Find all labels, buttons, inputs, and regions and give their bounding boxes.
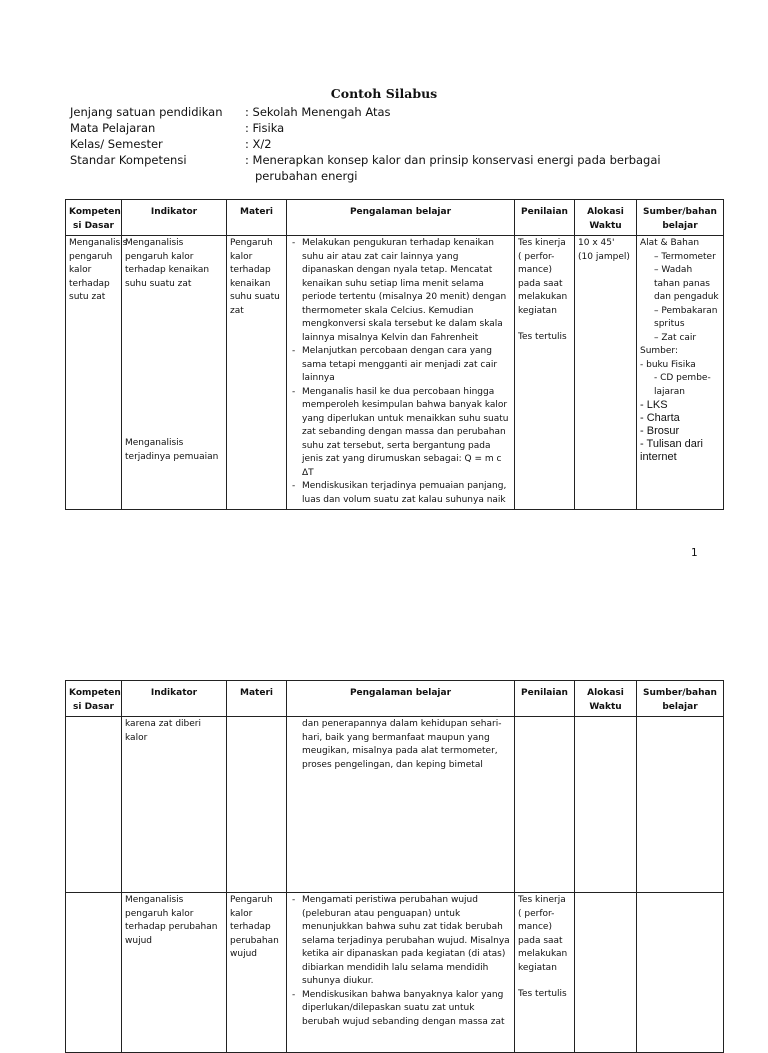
header-penilaian: Penilaian	[515, 200, 575, 236]
meta-value: : Menerapkan konsep kalor dan prinsip konservasi energi pada berbagai perubahan energi	[245, 153, 661, 183]
list-item: - CD pembe- lajaran	[654, 373, 711, 397]
document-title: Contoh Silabus	[330, 86, 438, 101]
meta-label: Standar Kompetensi	[70, 153, 187, 167]
item-text: Wadah tahan panas dan pengaduk	[654, 265, 719, 302]
item-text: CD pembe- lajaran	[654, 373, 711, 397]
penilaian-tertulis: Tes tertulis	[518, 332, 567, 342]
header-pengalaman: Pengalaman belajar	[287, 200, 515, 236]
cell-kd	[66, 893, 122, 1053]
header-kd: Kompeten si Dasar	[66, 681, 122, 717]
sumber-head: Alat & Bahan	[640, 238, 700, 248]
alokasi-jam: 10 x 45'	[578, 238, 615, 248]
header-alokasi: Alokasi Waktu	[575, 200, 637, 236]
list-item: – Zat cair	[654, 332, 697, 343]
table-row	[66, 236, 724, 510]
cell-pengalaman	[287, 236, 515, 510]
list-item: - Mengamati peristiwa perubahan wujud (peleburan atau penguapan) untuk menunjukkan bahwa suhu zat tidak berubah selama terjadinya perubahan wujud. Misalnya ketika air dipanaskan pada kegiatan (di atas) dibiarkan mendidih lalu selama mendidih suhunya diukur.	[290, 894, 511, 989]
cell-sumber	[637, 893, 724, 1053]
indikator-1: Menganalisis pengaruh kalor terhadap kenaikan suhu suatu zat	[125, 238, 210, 289]
table-row	[66, 893, 724, 1053]
cell-sumber	[637, 236, 724, 510]
list-item: – Termometer	[654, 251, 716, 262]
list-item: - Brosur	[640, 425, 680, 437]
indikator-2: Menganalisis terjadinya pemuaian	[125, 438, 219, 462]
cell-materi	[227, 717, 287, 893]
syllabus-table-page-2	[65, 680, 724, 1053]
item-text: Charta	[646, 412, 680, 424]
cell-alokasi	[575, 236, 637, 510]
item-text: Termometer	[661, 251, 716, 262]
alokasi-jampel: (10 jampel)	[578, 251, 630, 262]
list-item: - Charta	[640, 412, 680, 424]
header-materi: Materi	[227, 681, 287, 717]
meta-row-sk	[70, 152, 720, 184]
list-item: - LKS	[640, 399, 668, 411]
meta-label: Mata Pelajaran	[70, 121, 156, 135]
cell-indikator	[122, 236, 227, 510]
penilaian-tertulis: Tes tertulis	[518, 989, 567, 999]
item-text: buku Fisika	[646, 359, 696, 370]
meta-value: : Fisika	[245, 121, 285, 135]
cell-materi: Pengaruh kalor terhadap kenaikan suhu suatu zat	[227, 236, 287, 510]
meta-row-kelas	[70, 136, 720, 152]
table-row	[66, 717, 724, 893]
cell-penilaian	[515, 717, 575, 893]
header-indikator: Indikator	[122, 200, 227, 236]
penilaian-kinerja: Tes kinerja ( perfor- mance) pada saat melakukan kegiatan	[518, 238, 568, 316]
list-item: - Mendiskusikan bahwa banyaknya kalor yang diperlukan/dilepaskan suatu zat untuk berubah wujud sebanding dengan massa zat	[290, 989, 511, 1030]
header-indikator: Indikator	[122, 681, 227, 717]
list-item: - Melakukan pengukuran terhadap kenaikan suhu air atau zat cair lainnya yang dipanaskan dengan nyala tetap. Mencatat kenaikan suhu setiap lima menit selama periode tertentu (misalnya 20 menit) dengan thermometer skala Celcius. Kemudian mengkonversi skala tersebut ke dalam skala lainnya misalnya Kelvin dan Fahrenheit	[290, 237, 511, 345]
item-text: Brosur	[646, 425, 680, 437]
list-item: – Pembakaran spritus	[654, 305, 718, 329]
item-text: Zat cair	[661, 332, 697, 343]
syllabus-meta	[70, 104, 720, 184]
table-header-row	[66, 200, 724, 236]
cell-alokasi	[575, 717, 637, 893]
cell-materi: Pengaruh kalor terhadap perubahan wujud	[227, 893, 287, 1053]
cell-indikator: Menganalisis pengaruh kalor terhadap perubahan wujud	[122, 893, 227, 1053]
cell-pengalaman: dan penerapannya dalam kehidupan sehari-hari, baik yang bermanfaat maupun yang meugikan, misalnya pada alat termometer, proses pengelingan, dan keping bimetal	[287, 717, 515, 893]
header-sumber: Sumber/bahan belajar	[637, 681, 724, 717]
cell-alokasi	[575, 893, 637, 1053]
list-item: – Wadah tahan panas dan pengaduk	[654, 265, 719, 302]
cell-penilaian	[515, 236, 575, 510]
header-alokasi: Alokasi Waktu	[575, 681, 637, 717]
item-text: Tulisan dari internet	[640, 438, 703, 463]
list-item: - Menganalis hasil ke dua percobaan hingga memperoleh kesimpulan bahwa banyak kalor yang diperlukan untuk menaikkan suhu suatu zat sebanding dengan massa dan perubahan suhu zat tersebut, serta bergantung pada jenis zat yang dirumuskan sebagai: Q = m c ΔT	[290, 386, 511, 481]
meta-row-jenjang	[70, 104, 720, 120]
list-item: - buku Fisika	[640, 359, 696, 370]
cell-kd	[66, 717, 122, 893]
cell-sumber	[637, 717, 724, 893]
meta-label: Jenjang satuan pendidikan	[70, 105, 223, 119]
header-materi: Materi	[227, 200, 287, 236]
penilaian-kinerja: Tes kinerja ( perfor- mance) pada saat melakukan kegiatan	[518, 895, 568, 973]
cell-pengalaman	[287, 893, 515, 1053]
item-text: LKS	[646, 399, 668, 411]
sumber-label: Sumber:	[640, 346, 679, 356]
list-item: - Mendiskusikan terjadinya pemuaian panjang, luas dan volum suatu zat kalau suhunya naik	[290, 480, 511, 507]
syllabus-table-page-1	[65, 199, 724, 510]
cell-indikator: karena zat diberi kalor	[122, 717, 227, 893]
header-pengalaman: Pengalaman belajar	[287, 681, 515, 717]
header-penilaian: Penilaian	[515, 681, 575, 717]
meta-value: : Sekolah Menengah Atas	[245, 105, 391, 119]
meta-label: Kelas/ Semester	[70, 137, 163, 151]
list-item: - Melanjutkan percobaan dengan cara yang sama tetapi mengganti air menjadi zat cair lainnya	[290, 345, 511, 386]
cell-kd: Menganalisis pengaruh kalor terhadap sutu zat	[66, 236, 122, 510]
meta-row-mapel	[70, 120, 720, 136]
cell-penilaian	[515, 893, 575, 1053]
header-sumber: Sumber/bahan belajar	[637, 200, 724, 236]
item-text: Pembakaran spritus	[654, 305, 718, 329]
list-item: - Tulisan dari internet	[640, 438, 703, 463]
meta-value: : X/2	[245, 137, 272, 151]
table-header-row	[66, 681, 724, 717]
header-kd: Kompeten si Dasar	[66, 200, 122, 236]
page-number: 1	[691, 547, 698, 559]
